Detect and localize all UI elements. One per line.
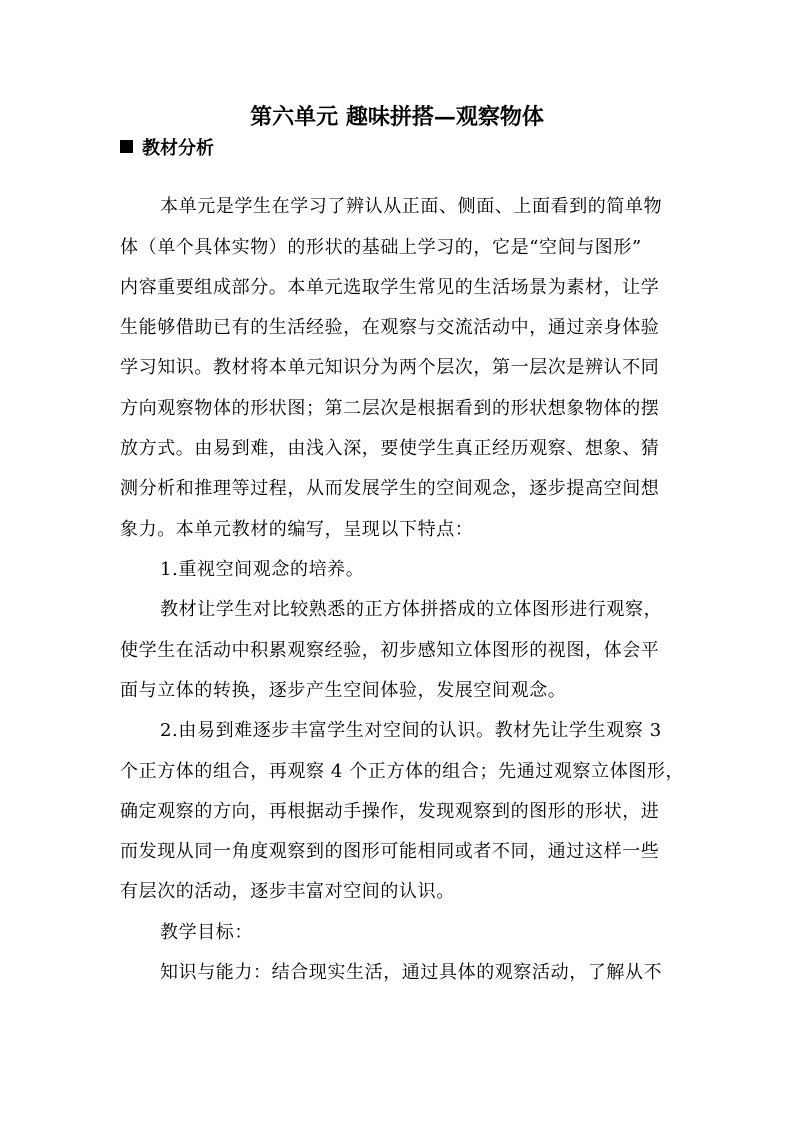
paragraph-line: 使学生在活动中积累观察经验，初步感知立体图形的视图，体会平 [120,640,660,661]
paragraph-line: 有层次的活动，逐步丰富对空间的认识。 [120,881,455,902]
section-heading [120,136,214,162]
subheading: 教学目标： [160,922,253,943]
paragraph-line: 面与立体的转换，逐步产生空间体验，发展空间观念。 [120,680,567,701]
paragraph-line: 学习知识。教材将本单元知识分为两个层次，第一层次是辨认不同 [120,357,660,378]
paragraph-line: 个正方体的组合，再观察 4 个正方体的组合；先通过观察立体图形， [120,761,685,782]
paragraph-line: 教材让学生对比较熟悉的正方体拼搭成的立体图形进行观察， [160,599,663,620]
paragraph-line: 内容重要组成部分。本单元选取学生常见的生活场景为素材，让学 [120,277,660,298]
paragraph-line: 测分析和推理等过程，从而发展学生的空间观念，逐步提高空间想 [120,478,660,499]
paragraph-line: 而发现从同一角度观察到的图形可能相同或者不同，通过这样一些 [120,841,660,862]
paragraph-line: 象力。本单元教材的编写，呈现以下特点： [120,519,474,540]
paragraph-line: 方向观察物体的形状图；第二层次是根据看到的形状想象物体的摆 [120,398,660,419]
list-item-heading: 2.由易到难逐步丰富学生对空间的认识。教材先让学生观察 3 [160,720,662,741]
paragraph-line: 生能够借助已有的生活经验，在观察与交流活动中，通过亲身体验 [120,317,660,338]
section-heading-label: 教材分析 [142,138,214,159]
square-bullet-icon [120,140,133,153]
paragraph-line: 确定观察的方向，再根据动手操作，发现观察到的图形的形状，进 [120,801,660,822]
paragraph-line: 知识与能力：结合现实生活，通过具体的观察活动，了解从不 [160,962,663,983]
paragraph-line: 本单元是学生在学习了辨认从正面、侧面、上面看到的简单物 [160,196,663,217]
paragraph-line: 体（单个具体实物）的形状的基础上学习的，它是“空间与图形” [120,237,642,258]
paragraph-line: 放方式。由易到难，由浅入深，要使学生真正经历观察、想象、猜 [120,438,660,459]
page-title: 第六单元 趣味拼搭—观察物体 [250,104,544,130]
list-item-heading: 1.重视空间观念的培养。 [160,559,365,580]
